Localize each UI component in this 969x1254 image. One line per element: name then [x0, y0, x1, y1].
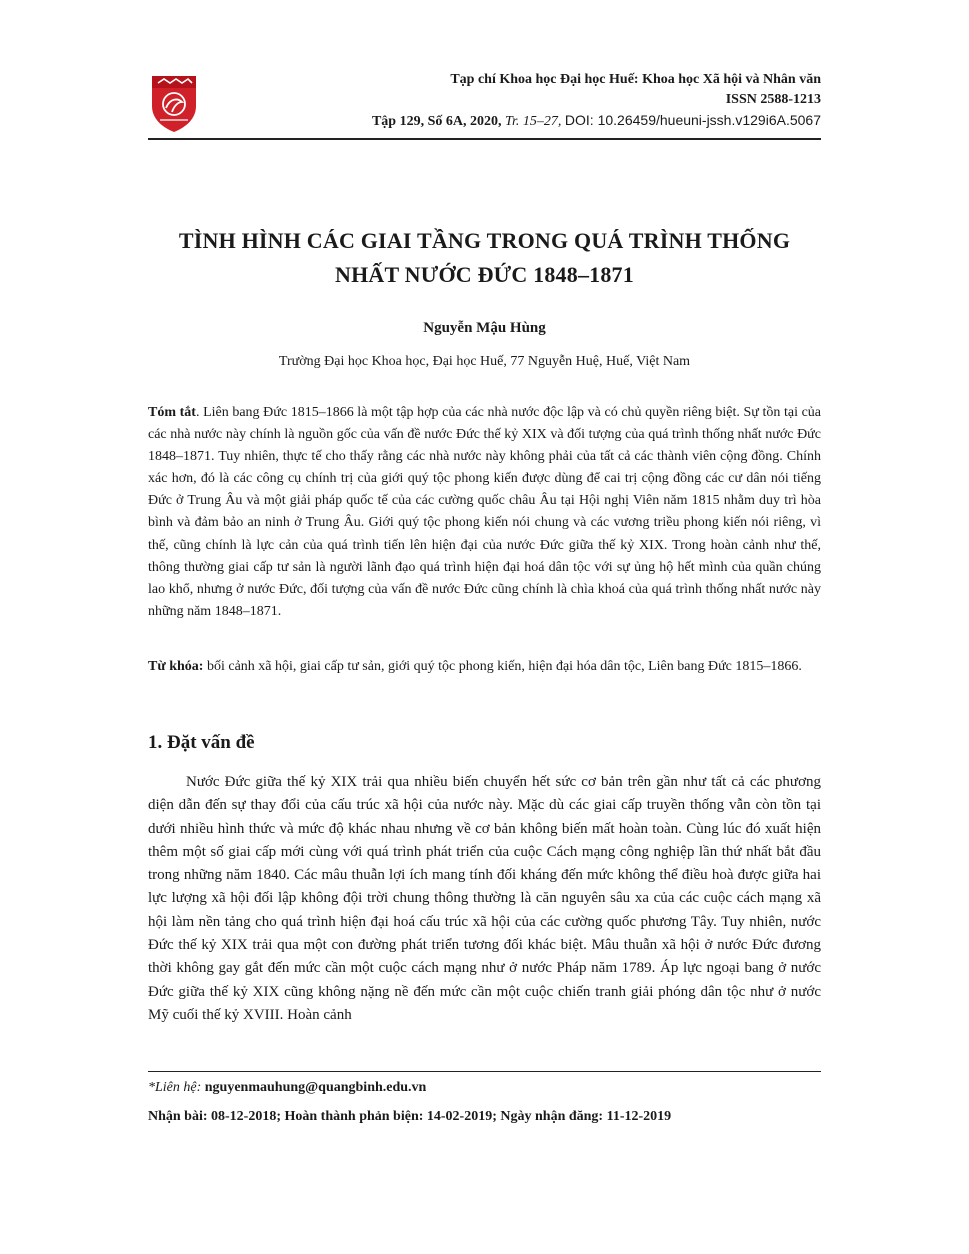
contact-email[interactable]: nguyenmauhung@quangbinh.edu.vn: [201, 1080, 427, 1095]
author-name: Nguyễn Mậu Hùng: [423, 320, 546, 336]
author-affiliation: Trường Đại học Khoa học, Đại học Huế, 77 Nguyễn Huệ, Huế, Việt Nam: [278, 354, 691, 369]
title-line-1: TÌNH HÌNH CÁC GIAI TẦNG TRONG QUÁ TRÌNH THỐNG: [178, 228, 791, 253]
pages-info: Tr. 15–27,: [505, 114, 562, 129]
issn: ISSN 2588-1213: [725, 92, 821, 107]
section-body: Nước Đức giữa thế kỷ XIX trải qua nhiều biến chuyển hết sức cơ bản trên gần như tất cả các phương diện dẫn đến sự thay đổi của cấu trúc xã hội của nước này. Mặc dù các giai cấp truyền thống vẫn còn tồn tại dưới nhiều hình thức và mức độ khác nhau nhưng về cơ bản không biến mất hoàn toàn. Cùng lúc đó xuất hiện thêm một số giai cấp mới cùng với quá trình phát triển của cuộc Cách mạng công nghiệp lần thứ nhất bắt đầu trong những năm 1840. Các mâu thuẫn lợi ích mang tính đối kháng đến mức không thể điều hoà được giữa hai lực lượng xã hội đối lập không đội trời chung thông thường là căn nguyên sâu xa của các cuộc cách mạng xã hội làm nền tảng cho quá trình hiện đại hoá cấu trúc xã hội của các cường quốc phương Tây. Tuy nhiên, nước Đức thế kỷ XIX trải qua một con đường phát triển tương đối khác biệt. Mâu thuẫn xã hội ở nước Đức đương thời không gay gắt đến mức cần một cuộc cách mạng như ở nước Pháp năm 1789. Áp lực ngoại bang ở nước Đức giữa thế kỷ XIX cũng không nặng nề đến mức cần một cuộc chiến tranh giải phóng dân tộc như ở nước Mỹ cuối thế kỷ XVIII. Hoàn cảnh: [148, 774, 821, 1023]
doi[interactable]: DOI: 10.26459/hueuni-jssh.v129i6A.5067: [564, 112, 821, 128]
journal-masthead: [372, 70, 821, 132]
journal-name: Tạp chí Khoa học Đại học Huế: Khoa học Xã hội và Nhân văn: [450, 72, 821, 87]
section-heading: 1. Đặt vấn đề: [148, 732, 255, 753]
contact-footnote: [148, 1080, 426, 1096]
paper-title: [148, 224, 821, 292]
contact-label: *Liên hệ:: [148, 1080, 202, 1095]
header-divider: [148, 138, 821, 140]
abstract-label: Tóm tắt: [148, 405, 196, 420]
keywords-text: bối cảnh xã hội, giai cấp tư sản, giới quý tộc phong kiến, hiện đại hóa dân tộc, Liên bang Đức 1815–1866.: [203, 659, 802, 674]
volume-line: [372, 110, 821, 132]
submission-dates: Nhận bài: 08-12-2018; Hoàn thành phản biện: 14-02-2019; Ngày nhận đăng: 11-12-2019: [148, 1109, 672, 1124]
volume-info: Tập 129, Số 6A, 2020,: [371, 114, 502, 129]
university-logo: [148, 72, 200, 134]
abstract-text: . Liên bang Đức 1815–1866 là một tập hợp của các nhà nước độc lập và có chủ quyền riêng biệt. Sự tồn tại của các nhà nước này chính là nguồn gốc của vấn đề nước Đức thế kỷ XIX và đối tượng của quá trình thống nhất nước Đức 1848–1871. Tuy nhiên, thực tế cho thấy rằng các nhà nước này không phải của tất cả các thành viên cộng đồng. Chính xác hơn, đó là các công cụ chính trị của giới quý tộc phong kiến được dùng để cai trị cộng đồng các cư dân nói tiếng Đức ở Trung Âu và một giải pháp quốc tế của các cường quốc châu Âu tại Hội nghị Viên năm 1815 nhằm duy trì hòa bình và đảm bảo an ninh ở Trung Âu. Giới quý tộc phong kiến nói chung và các vương triều phong kiến nói riêng, vì thế, cũng chính là lực cản của quá trình tiến lên hiện đại của nước Đức giữa thế kỷ XIX. Trong hoàn cảnh như thế, thông thường giai cấp tư sản là người lãnh đạo quá trình hiện đại hoá dân tộc với sự ủng hộ hết mình của quần chúng lao khổ, nhưng ở nước Đức, đối tượng của vấn đề nước Đức cũng chính là chìa khoá của quá trình thống nhất nước này những năm 1848–1871.: [148, 405, 822, 619]
footnote-divider: [148, 1071, 821, 1072]
abstract: [148, 402, 821, 623]
keywords: [148, 656, 821, 678]
keywords-label: Từ khóa:: [148, 659, 204, 674]
title-line-2: NHẤT NƯỚC ĐỨC 1848–1871: [335, 262, 634, 287]
